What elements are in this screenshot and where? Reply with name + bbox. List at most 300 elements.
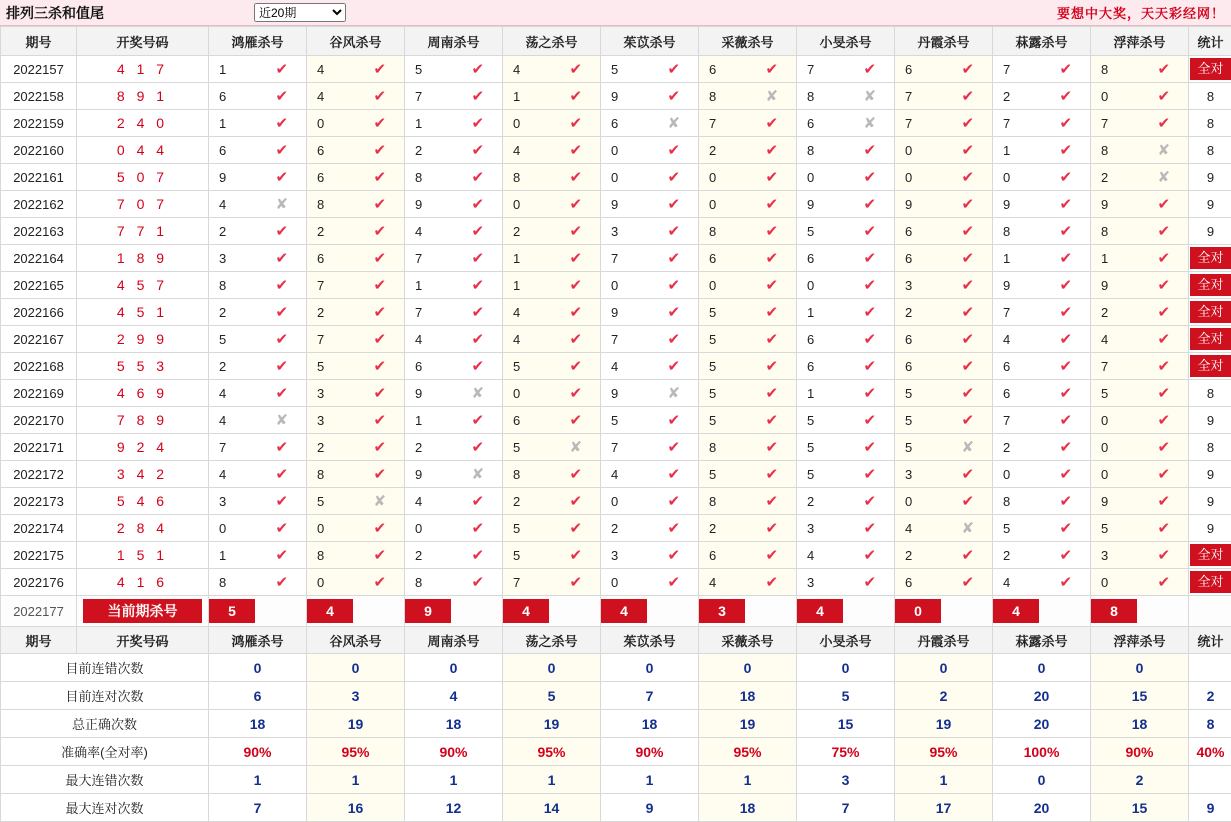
current-kill-cell [895,596,993,627]
statistic-value: 19 [307,710,405,738]
all-correct-badge: 全对 [1190,274,1231,296]
stat-cell: 9 [1189,488,1231,515]
statistic-value: 12 [405,794,503,822]
check-icon: ✔ [1140,222,1189,240]
kill-cell [209,56,307,83]
kill-cell [699,326,797,353]
check-icon: ✔ [552,60,601,78]
kill-cell [993,488,1091,515]
kill-cell [209,272,307,299]
kill-cell [307,137,405,164]
kill-cell [699,110,797,137]
kill-number: 7 [405,89,454,104]
kill-number: 3 [209,494,258,509]
check-icon: ✔ [258,276,307,294]
all-correct-badge: 全对 [1190,328,1231,350]
check-icon: ✔ [552,357,601,375]
statistic-value: 90% [405,738,503,766]
kill-cell [993,218,1091,245]
check-icon: ✔ [552,141,601,159]
kill-cell [601,191,699,218]
kill-number: 7 [993,413,1042,428]
check-icon: ✔ [650,222,699,240]
kill-cell [1091,272,1189,299]
kill-number: 6 [307,170,356,185]
stat-cell: 8 [1189,83,1231,110]
check-icon: ✔ [650,60,699,78]
cross-icon: ✘ [258,195,307,213]
check-icon: ✔ [944,384,993,402]
statistic-value: 7 [797,794,895,822]
check-icon: ✔ [258,303,307,321]
check-icon: ✔ [356,168,405,186]
kill-number: 8 [797,143,846,158]
table-row [1,542,1231,569]
kill-cell [405,137,503,164]
statistic-value: 0 [699,654,797,682]
statistics-row [1,682,1231,710]
kill-number: 6 [895,332,944,347]
table-row [1,191,1231,218]
kill-number: 2 [993,440,1042,455]
kill-number: 2 [895,548,944,563]
kill-number: 4 [209,467,258,482]
kill-number: 1 [503,251,552,266]
kill-cell [503,299,601,326]
kill-number: 5 [405,62,454,77]
statistic-value: 18 [601,710,699,738]
current-stat-cell [1189,596,1231,627]
statistic-value: 4 [405,682,503,710]
kill-number: 7 [797,62,846,77]
kill-cell [1091,56,1189,83]
column-header-8: 小旻杀号 [797,27,895,56]
kill-cell [1091,353,1189,380]
check-icon: ✔ [748,141,797,159]
kill-number: 0 [797,170,846,185]
kill-cell [699,56,797,83]
check-icon: ✔ [846,438,895,456]
open-number-cell: 1 8 9 [77,245,209,272]
statistic-value: 0 [993,766,1091,794]
check-icon: ✔ [1140,87,1189,105]
kill-cell [601,353,699,380]
kill-number: 1 [1091,251,1140,266]
kill-cell [895,56,993,83]
kill-cell [797,56,895,83]
check-icon: ✔ [356,330,405,348]
statistic-value: 7 [601,682,699,710]
kill-cell [895,569,993,596]
kill-number: 6 [993,359,1042,374]
statistic-value: 0 [895,654,993,682]
check-icon: ✔ [356,60,405,78]
check-icon: ✔ [944,195,993,213]
kill-cell [405,299,503,326]
statistic-value: 20 [993,794,1091,822]
kill-cell [895,218,993,245]
check-icon: ✔ [552,384,601,402]
kill-number: 7 [895,89,944,104]
kill-number: 4 [895,521,944,536]
check-icon: ✔ [454,168,503,186]
check-icon: ✔ [1042,60,1091,78]
kill-cell [503,569,601,596]
kill-cell [1091,164,1189,191]
check-icon: ✔ [944,411,993,429]
check-icon: ✔ [650,465,699,483]
kill-number: 8 [209,278,258,293]
check-icon: ✔ [650,303,699,321]
check-icon: ✔ [748,465,797,483]
check-icon: ✔ [356,222,405,240]
cross-icon: ✘ [454,384,503,402]
kill-cell [405,434,503,461]
kill-number: 6 [405,359,454,374]
check-icon: ✔ [1140,411,1189,429]
kill-cell [1091,110,1189,137]
cross-icon: ✘ [748,87,797,105]
kill-number: 5 [601,413,650,428]
check-icon: ✔ [1140,492,1189,510]
kill-number: 2 [307,440,356,455]
kill-number: 9 [1091,494,1140,509]
kill-cell [895,164,993,191]
kill-number: 0 [699,170,748,185]
statistic-total [1189,654,1231,682]
issue-cell: 2022164 [1,245,77,272]
check-icon: ✔ [748,222,797,240]
kill-cell [209,245,307,272]
kill-cell [503,272,601,299]
kill-cell [601,461,699,488]
kill-number: 8 [699,440,748,455]
check-icon: ✔ [552,330,601,348]
check-icon: ✔ [650,357,699,375]
check-icon: ✔ [846,303,895,321]
kill-cell [307,191,405,218]
open-number-cell: 4 1 6 [77,569,209,596]
check-icon: ✔ [1140,60,1189,78]
kill-cell [993,137,1091,164]
kill-cell [1091,299,1189,326]
check-icon: ✔ [454,519,503,537]
check-icon: ✔ [1140,276,1189,294]
kill-cell [307,515,405,542]
kill-cell [993,272,1091,299]
kill-number: 8 [993,224,1042,239]
kill-number: 9 [797,197,846,212]
kill-number: 6 [209,89,258,104]
check-icon: ✔ [1042,276,1091,294]
kill-cell [601,326,699,353]
check-icon: ✔ [1042,114,1091,132]
current-kill-cell [503,596,601,627]
kill-cell [699,542,797,569]
kill-number: 0 [601,278,650,293]
cross-icon: ✘ [1140,141,1189,159]
kill-cell [405,569,503,596]
kill-cell [405,218,503,245]
kill-number: 2 [405,440,454,455]
current-kill-number: 4 [797,599,843,623]
table-row [1,569,1231,596]
kill-cell [307,245,405,272]
statistic-value: 18 [209,710,307,738]
statistic-label: 总正确次数 [1,710,209,738]
kill-number: 7 [699,116,748,131]
kill-cell [307,56,405,83]
kill-cell [307,434,405,461]
open-number-cell: 2 9 9 [77,326,209,353]
current-period-section [1,596,1231,627]
kill-cell [601,56,699,83]
check-icon: ✔ [356,411,405,429]
kill-cell [503,83,601,110]
all-correct-badge: 全对 [1190,571,1231,593]
kill-number: 0 [503,116,552,131]
kill-cell [1091,407,1189,434]
kill-cell [503,515,601,542]
kill-number: 2 [993,89,1042,104]
statistic-value: 19 [895,710,993,738]
kill-cell [601,569,699,596]
check-icon: ✔ [846,357,895,375]
check-icon: ✔ [650,330,699,348]
kill-cell [993,326,1091,353]
check-icon: ✔ [944,303,993,321]
check-icon: ✔ [552,195,601,213]
kill-number: 2 [699,521,748,536]
kill-number: 3 [797,521,846,536]
kill-number: 4 [797,548,846,563]
statistic-value: 0 [209,654,307,682]
stat-cell: 9 [1189,218,1231,245]
kill-cell [895,137,993,164]
kill-number: 2 [209,224,258,239]
kill-number: 8 [993,494,1042,509]
table-body [1,56,1231,596]
issue-cell: 2022165 [1,272,77,299]
kill-number: 9 [601,386,650,401]
kill-number: 6 [307,251,356,266]
kill-cell [993,299,1091,326]
kill-number: 2 [405,548,454,563]
kill-cell [797,137,895,164]
kill-cell [601,110,699,137]
kill-number: 7 [601,332,650,347]
kill-cell [601,164,699,191]
column-header-10: 菻露杀号 [993,27,1091,56]
stat-cell [1189,326,1231,353]
issue-cell: 2022167 [1,326,77,353]
kill-cell [1091,542,1189,569]
kill-number: 7 [1091,116,1140,131]
check-icon: ✔ [1042,438,1091,456]
issue-cell: 2022172 [1,461,77,488]
kill-cell [797,326,895,353]
check-icon: ✔ [1042,249,1091,267]
kill-number: 4 [209,197,258,212]
kill-cell [307,272,405,299]
issue-cell: 2022174 [1,515,77,542]
kill-cell [699,164,797,191]
table-row [1,380,1231,407]
kill-cell [895,83,993,110]
kill-number: 3 [895,467,944,482]
kill-cell [993,569,1091,596]
issue-cell: 2022168 [1,353,77,380]
issue-cell: 2022162 [1,191,77,218]
statistic-total: 8 [1189,710,1231,738]
kill-number: 3 [601,548,650,563]
table-row [1,326,1231,353]
statistic-value: 95% [307,738,405,766]
open-number-cell: 2 8 4 [77,515,209,542]
check-icon: ✔ [356,357,405,375]
kill-cell [601,380,699,407]
statistics-row [1,794,1231,822]
kill-number: 4 [699,575,748,590]
check-icon: ✔ [552,249,601,267]
period-select[interactable] [254,3,346,22]
kill-number: 2 [895,305,944,320]
check-icon: ✔ [454,276,503,294]
kill-number: 6 [895,251,944,266]
check-icon: ✔ [454,114,503,132]
kill-cell [405,515,503,542]
kill-number: 8 [1091,62,1140,77]
kill-cell [209,380,307,407]
kill-cell [209,488,307,515]
kill-cell [503,542,601,569]
check-icon: ✔ [650,249,699,267]
kill-cell [307,83,405,110]
kill-number: 0 [307,116,356,131]
kill-cell [209,218,307,245]
kill-number: 1 [405,116,454,131]
current-kill-cell [699,596,797,627]
open-number-cell: 0 4 4 [77,137,209,164]
kill-number: 0 [405,521,454,536]
kill-number: 0 [307,521,356,536]
kill-cell [699,515,797,542]
kill-cell [699,407,797,434]
column-header-11: 浮萍杀号 [1091,27,1189,56]
kill-cell [993,542,1091,569]
table-row [1,245,1231,272]
current-issue: 2022177 [1,596,77,627]
stat-cell: 9 [1189,407,1231,434]
check-icon: ✔ [1042,141,1091,159]
kill-number: 5 [699,386,748,401]
kill-cell [993,164,1091,191]
kill-number: 7 [503,575,552,590]
kill-number: 5 [699,413,748,428]
table-header [1,27,1231,56]
kill-number: 6 [797,332,846,347]
table-row [1,461,1231,488]
kill-cell [797,164,895,191]
issue-cell: 2022163 [1,218,77,245]
current-period-row [1,596,1231,627]
kill-cell [209,434,307,461]
statistic-label: 最大连对次数 [1,794,209,822]
kill-number: 8 [307,467,356,482]
kill-cell [993,515,1091,542]
kill-cell [307,407,405,434]
kill-cell [209,110,307,137]
check-icon: ✔ [356,465,405,483]
column-header-0: 期号 [1,27,77,56]
issue-cell: 2022171 [1,434,77,461]
kill-number: 7 [895,116,944,131]
footer-column-header-0: 期号 [1,627,77,654]
kill-number: 1 [405,278,454,293]
kill-number: 2 [993,548,1042,563]
check-icon: ✔ [1140,195,1189,213]
check-icon: ✔ [552,303,601,321]
open-number-cell: 4 5 7 [77,272,209,299]
kill-cell [307,164,405,191]
cross-icon: ✘ [846,87,895,105]
statistic-value: 2 [1091,766,1189,794]
kill-number: 4 [601,467,650,482]
current-label-cell [77,596,209,627]
check-icon: ✔ [748,195,797,213]
kill-cell [503,407,601,434]
kill-cell [503,110,601,137]
check-icon: ✔ [944,222,993,240]
kill-number: 9 [1091,278,1140,293]
footer-column-header-2: 鸿雁杀号 [209,627,307,654]
kill-number: 2 [503,494,552,509]
open-number-cell: 7 8 9 [77,407,209,434]
footer-column-header-8: 小旻杀号 [797,627,895,654]
kill-cell [993,407,1091,434]
kill-number: 4 [307,89,356,104]
column-header-7: 采薇杀号 [699,27,797,56]
check-icon: ✔ [258,519,307,537]
statistic-value: 95% [503,738,601,766]
check-icon: ✔ [1042,411,1091,429]
kill-number: 0 [895,170,944,185]
stat-cell [1189,542,1231,569]
statistic-value: 5 [797,682,895,710]
stat-cell: 9 [1189,191,1231,218]
check-icon: ✔ [650,168,699,186]
check-icon: ✔ [748,519,797,537]
kill-number: 2 [1091,170,1140,185]
kill-cell [601,137,699,164]
page-title: 排列三杀和值尾 [6,3,104,23]
check-icon: ✔ [356,141,405,159]
kill-cell [993,191,1091,218]
table-row [1,407,1231,434]
check-icon: ✔ [258,141,307,159]
statistic-value: 16 [307,794,405,822]
kill-number: 0 [1091,89,1140,104]
kill-number: 0 [699,278,748,293]
kill-cell [797,191,895,218]
kill-cell [1091,137,1189,164]
current-kill-number: 0 [895,599,941,623]
check-icon: ✔ [454,87,503,105]
kill-cell [307,353,405,380]
open-number-cell: 4 1 7 [77,56,209,83]
statistic-value: 0 [405,654,503,682]
kill-cell [601,542,699,569]
